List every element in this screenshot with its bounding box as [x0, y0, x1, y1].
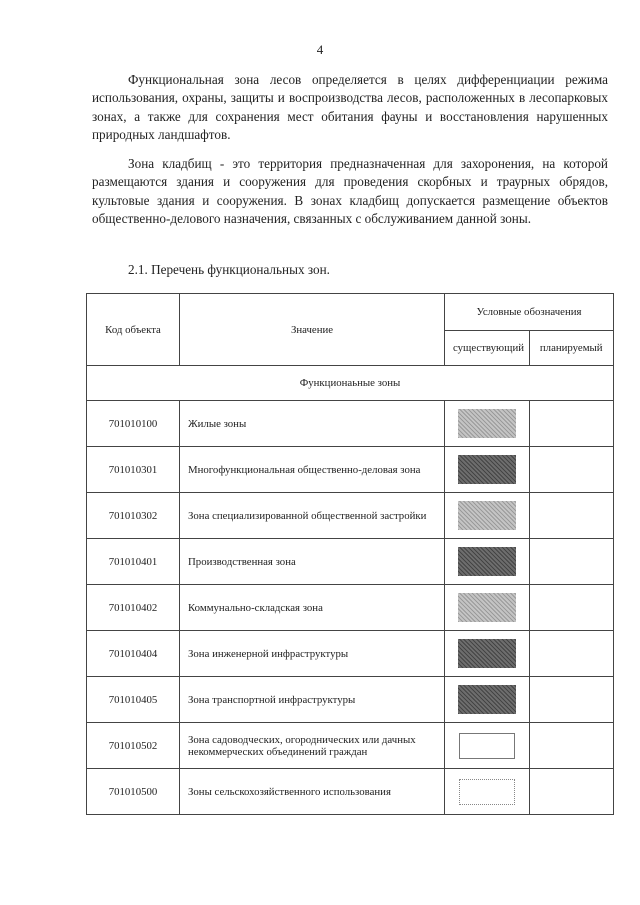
paragraph-forest-zone — [92, 71, 608, 144]
zone-name: Многофункциональная общественно-деловая зона — [180, 447, 445, 493]
table-row — [87, 585, 614, 631]
zone-name: Зона транспортной инфраструктуры — [180, 677, 445, 723]
legend-swatch — [458, 639, 516, 668]
existing-cell — [445, 723, 530, 769]
existing-cell — [445, 631, 530, 677]
legend-swatch — [459, 779, 515, 805]
planned-cell — [529, 769, 614, 815]
header-meaning: Значение — [180, 294, 445, 366]
header-existing: существующий — [445, 331, 530, 366]
planned-cell — [529, 447, 614, 493]
table-row — [87, 677, 614, 723]
existing-cell — [445, 401, 530, 447]
planned-cell — [529, 539, 614, 585]
existing-cell — [445, 677, 530, 723]
planned-cell — [529, 493, 614, 539]
existing-cell — [445, 769, 530, 815]
zone-code: 701010301 — [87, 447, 180, 493]
zone-code: 701010404 — [87, 631, 180, 677]
table-row — [87, 493, 614, 539]
paragraph-cemetery-zone-text: Зона кладбищ - это территория предназначенная для захоронения, на которой размещаются здания и сооружения для проведения скорбных и траурных обрядов, культовые здания и сооружения. В зонах кладбищ допускается размещение объектов общественно-делового назначения, связанных с обслуживанием данной зоны. — [92, 156, 608, 226]
existing-cell — [445, 539, 530, 585]
paragraph-cemetery-zone — [92, 155, 608, 228]
planned-cell — [529, 723, 614, 769]
zone-name: Производственная зона — [180, 539, 445, 585]
table-row — [87, 447, 614, 493]
zone-name: Зоны сельскохозяйственного использования — [180, 769, 445, 815]
zone-code: 701010502 — [87, 723, 180, 769]
zone-rows — [87, 401, 614, 815]
zone-name: Жилые зоны — [180, 401, 445, 447]
table-row — [87, 769, 614, 815]
zone-code: 701010405 — [87, 677, 180, 723]
legend-swatch — [458, 547, 516, 576]
paragraph-forest-zone-text: Функциональная зона лесов определяется в целях дифференциации режима использования, охраны, защиты и воспроизводства лесов, расположенных в лесопарковых зонах, а также для сохранения мест обитания фауны и восстановления нарушенных природных ландшафтов. — [92, 72, 608, 142]
legend-swatch — [458, 409, 516, 438]
legend-swatch — [459, 733, 515, 759]
zone-code: 701010500 — [87, 769, 180, 815]
planned-cell — [529, 631, 614, 677]
header-legend: Условные обозначения — [445, 294, 614, 331]
zone-code: 701010401 — [87, 539, 180, 585]
planned-cell — [529, 677, 614, 723]
page-number: 4 — [316, 42, 324, 57]
existing-cell — [445, 585, 530, 631]
zones-table — [86, 293, 614, 815]
existing-cell — [445, 493, 530, 539]
zone-code: 701010100 — [87, 401, 180, 447]
table-row — [87, 401, 614, 447]
zone-code: 701010402 — [87, 585, 180, 631]
legend-swatch — [458, 501, 516, 530]
legend-swatch — [458, 593, 516, 622]
header-code: Код объекта — [87, 294, 180, 366]
table-row — [87, 631, 614, 677]
table-row — [87, 723, 614, 769]
planned-cell — [529, 585, 614, 631]
legend-swatch — [458, 455, 516, 484]
legend-swatch — [458, 685, 516, 714]
group-title: Функционаьные зоны — [87, 366, 614, 401]
zone-name: Коммунально-складская зона — [180, 585, 445, 631]
zone-name: Зона инженерной инфраструктуры — [180, 631, 445, 677]
table-row — [87, 539, 614, 585]
existing-cell — [445, 447, 530, 493]
planned-cell — [529, 401, 614, 447]
header-planned: планируемый — [529, 331, 614, 366]
zone-name: Зона специализированной общественной застройки — [180, 493, 445, 539]
zone-code: 701010302 — [87, 493, 180, 539]
zone-name: Зона садоводческих, огороднических или дачных некоммерческих объединений граждан — [180, 723, 445, 769]
section-title: 2.1. Перечень функциональных зон. — [128, 262, 330, 277]
